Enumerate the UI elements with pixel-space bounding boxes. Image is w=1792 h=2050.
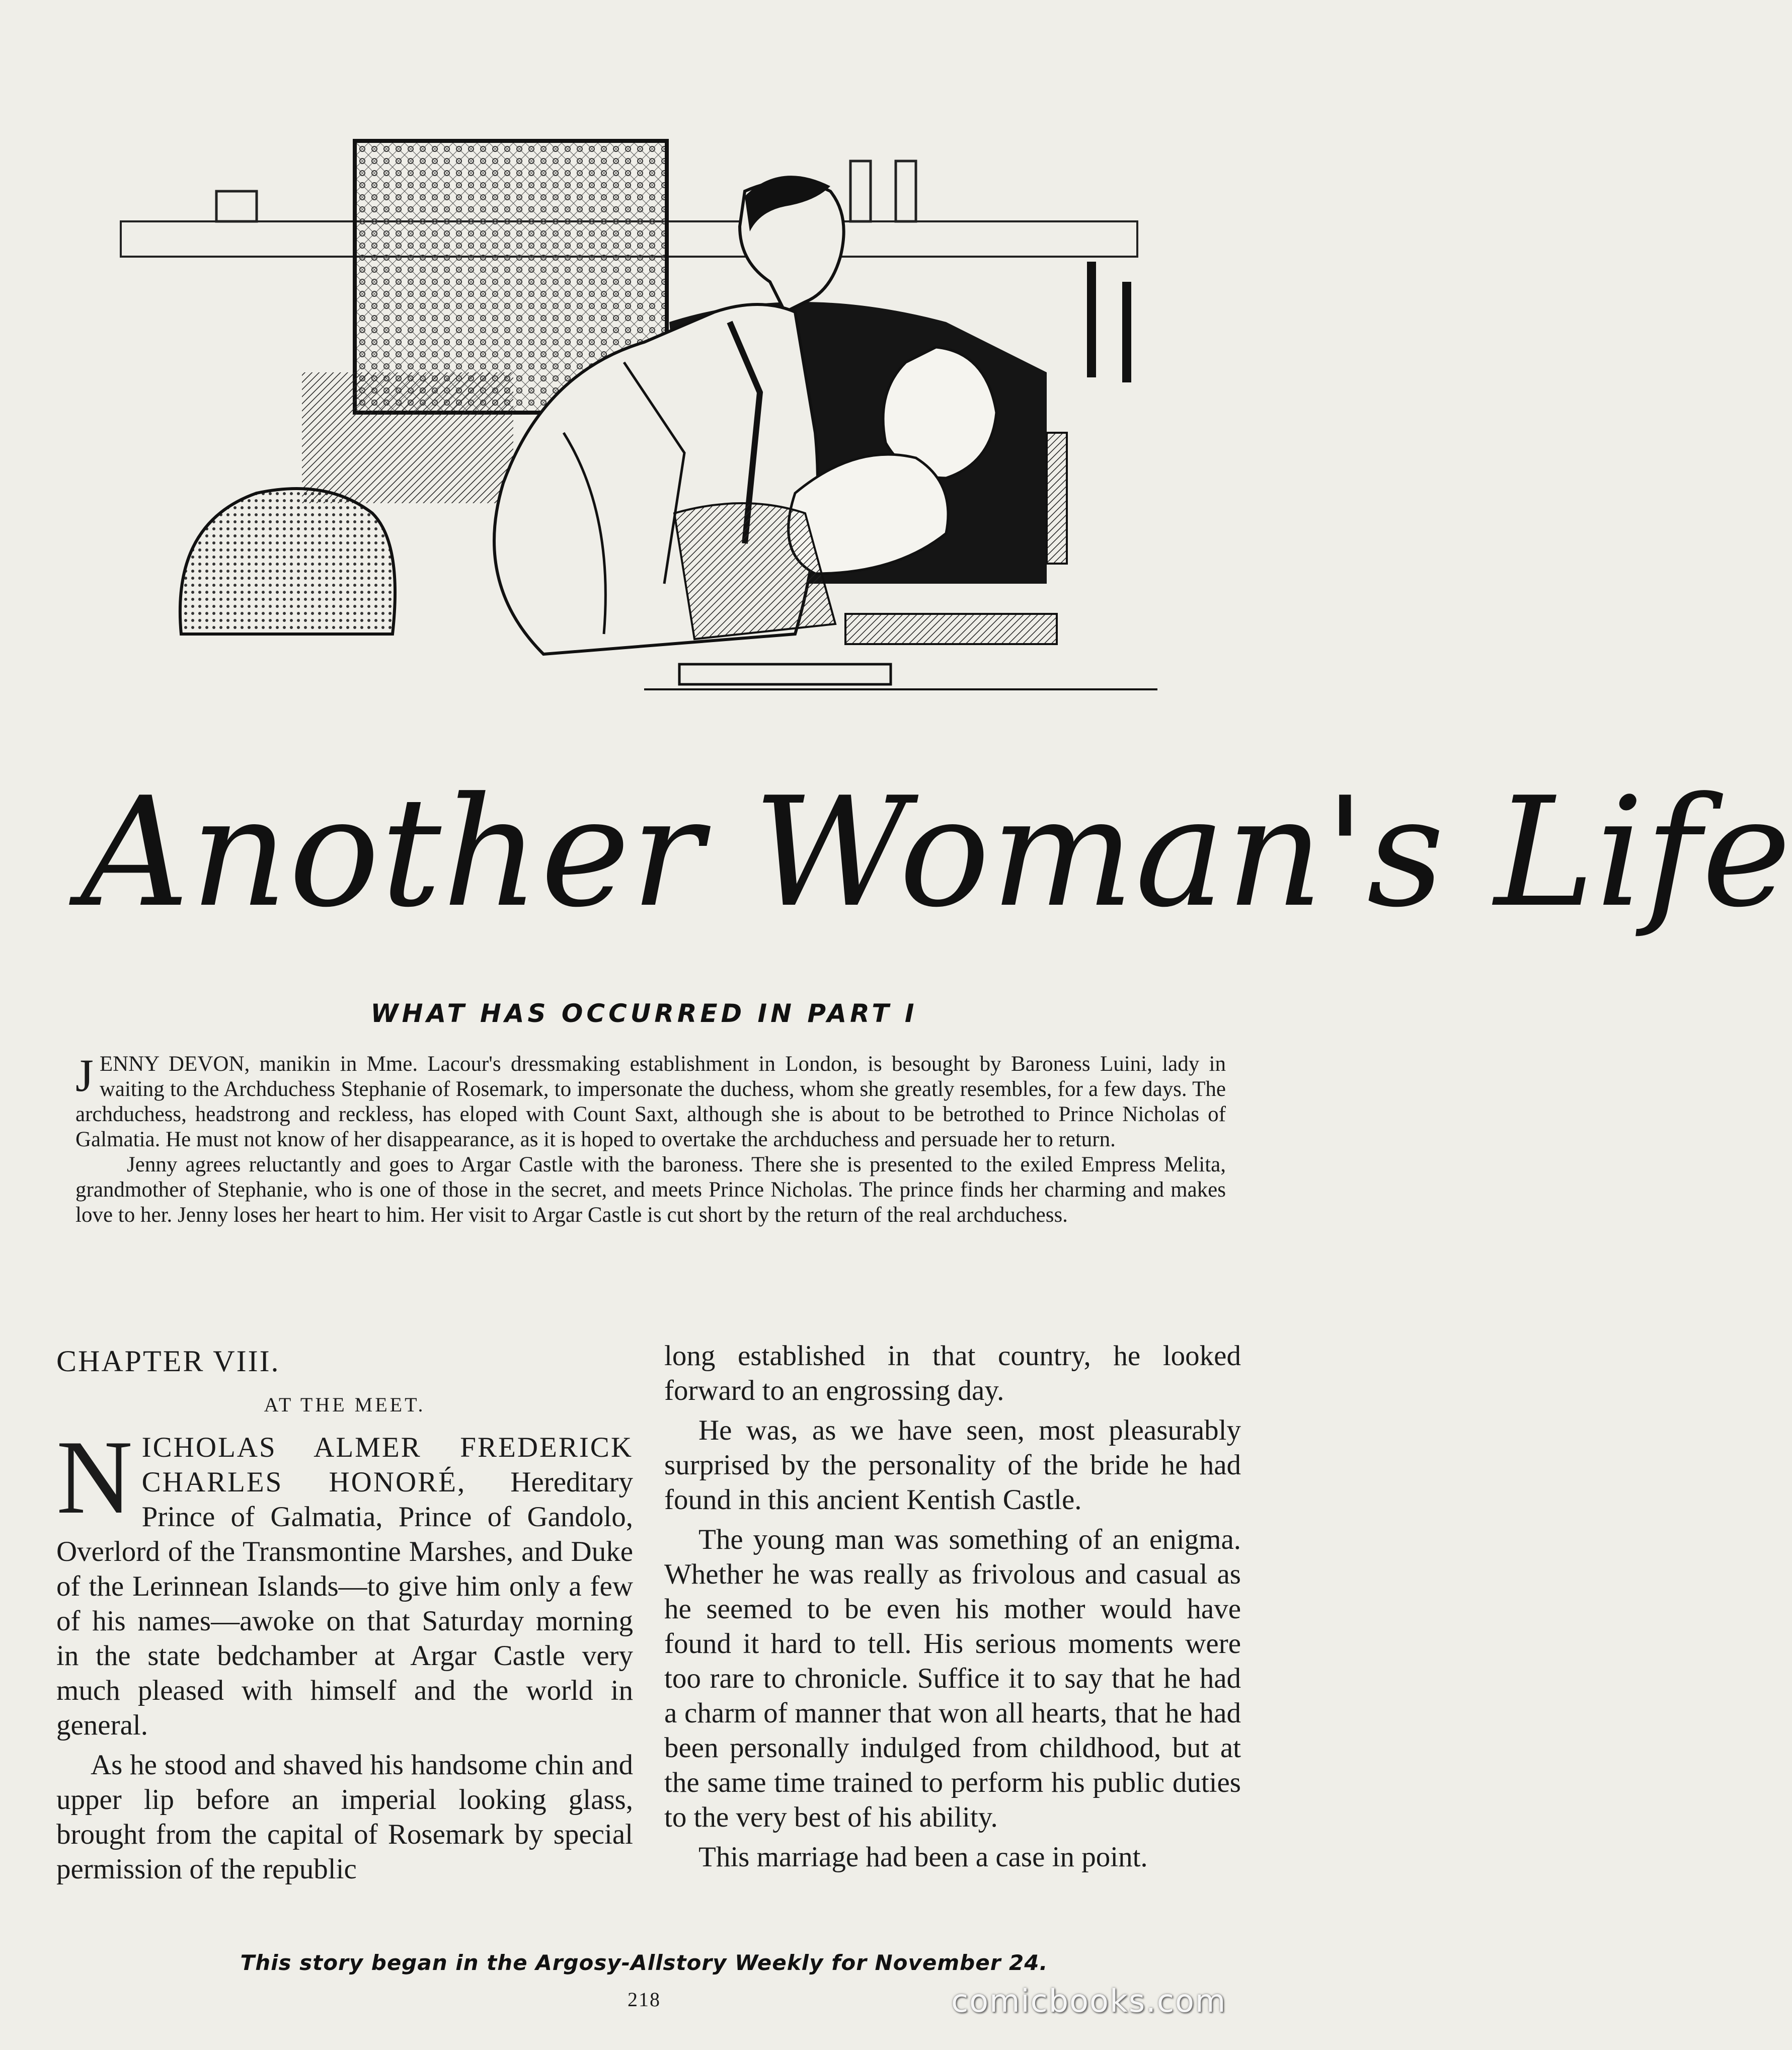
synopsis-block — [75, 1052, 1226, 1228]
right-column — [664, 1338, 1241, 1879]
watermark: comicbooks.com — [951, 1983, 1227, 2019]
left-column — [56, 1338, 633, 1891]
story-title: Another Woman's Life — [81, 765, 1792, 940]
body-text: Hereditary Prince of Galmatia, Prince of Gandolo, Overlord of the Transmontine Marshes, and Duke of the Lerinnean Islands—to give him only a few of his names—awoke on that Saturday morning in the state bedchamber at Argar Castle very much pleased with himself and the world in general. — [56, 1466, 633, 1741]
chapter-heading: CHAPTER VIII. — [56, 1345, 280, 1378]
body-paragraph: The young man was something of an enigma. Whether he was really as frivolous and casual as he seemed to be even his mother would have found it hard to tell. His serious moments were too rare to chronicle. Suffice it to say that he had a charm of manner that won all hearts, that he had been personally indulged from childhood, but at the same time trained to perform his public duties to the very best of his ability. — [664, 1524, 1241, 1833]
synopsis-paragraph — [75, 1052, 1226, 1152]
body-paragraph: As he stood and shaved his handsome chin and upper lip before an imperial looking glass, brought from the capital of Rosemark by special permission of the republic — [56, 1749, 633, 1885]
synopsis-heading: WHAT HAS OCCURRED IN PART I — [370, 999, 918, 1028]
body-paragraph: He was, as we have seen, most pleasurably surprised by the personality of the bride he had found in this ancient Kentish Castle. — [664, 1414, 1241, 1516]
synopsis-paragraph: Jenny agrees reluctantly and goes to Argar Castle with the baroness. There she is presented to the exiled Empress Melita, grandmother of Stephanie, who is one of those in the secret, and meets Prince Nicholas. The prince finds her charming and makes love to her. Jenny loses her heart to him. Her visit to Argar Castle is cut short by the return of the real archduchess. — [75, 1153, 1226, 1227]
page-number: 218 — [628, 1988, 661, 2011]
body-paragraph: long established in that country, he looked forward to an engrossing day. — [664, 1340, 1241, 1406]
footer-note: This story began in the Argosy-Allstory Weekly for November 24. — [240, 1950, 1048, 1975]
couple-embrace-illustration — [91, 131, 1218, 725]
synopsis-dropcap: J — [75, 1050, 94, 1101]
body-paragraph: This marriage had been a case in point. — [698, 1841, 1148, 1873]
chapter-dropcap: N — [56, 1419, 133, 1536]
chapter-subheading: AT THE MEET. — [264, 1393, 426, 1416]
synopsis-text: ENNY DEVON, manikin in Mme. Lacour's dressmaking establishment in London, is besought by Baroness Luini, lady in waiting to the Archduchess Stephanie of Rosemark, to impersonate the duchess, whom she greatly resembles, for a few days. The archduchess, headstrong and reckless, has eloped with Count Saxt, although she is about to be betrothed to Prince Nicholas of Galmatia. He must not know of her disappearance, as it is hoped to overtake the archduchess and persuade her to return. — [75, 1052, 1226, 1151]
opening-caps: ICHOLAS ALMER FREDERICK CHARLES HONORÉ, — [141, 1432, 633, 1498]
body-paragraph — [56, 1419, 633, 1743]
